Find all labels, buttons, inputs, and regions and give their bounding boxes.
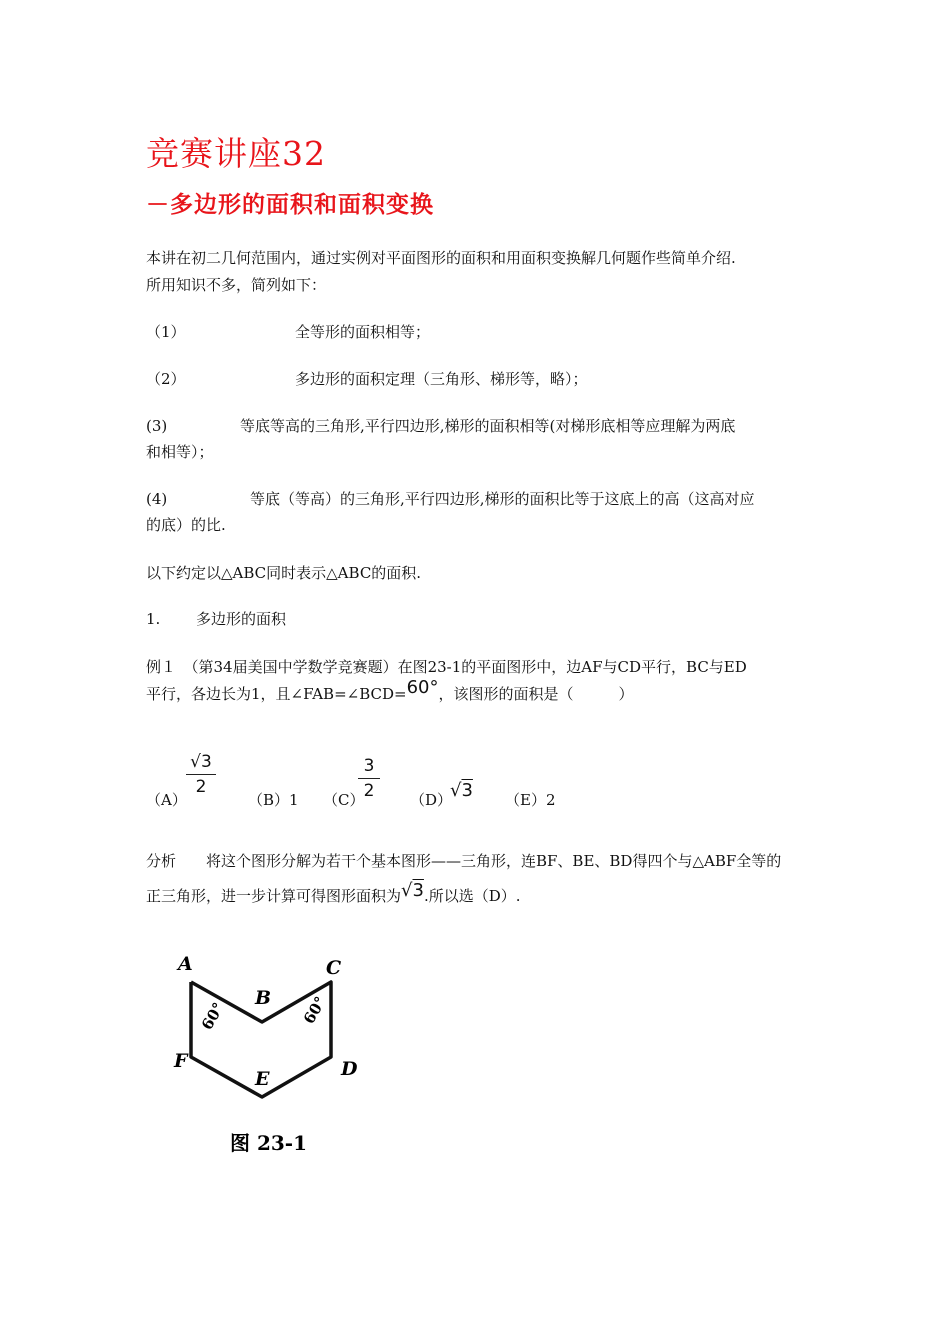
section-number: 1. — [146, 610, 161, 628]
option-c-label: （C） — [323, 791, 365, 809]
angle-label-right: 60° — [299, 993, 330, 1027]
option-d-label: （D） — [410, 791, 453, 809]
example-line-2-b: ，该图形的面积是（ ） — [438, 685, 634, 703]
option-d-sqrt: √3 — [450, 780, 473, 801]
analysis-radicand: 3 — [412, 880, 424, 901]
intro-line-2: 所用知识不多，简列如下： — [146, 276, 327, 294]
example-line-2 — [146, 677, 634, 706]
option-e: （E）2 — [505, 791, 556, 809]
fact-4-text: 等底（等高）的三角形,平行四边形,梯形的面积比等于这底上的高（这高对应 — [250, 490, 755, 508]
analysis-sqrt: √3 — [401, 880, 424, 901]
vertex-label-b: B — [255, 987, 272, 1009]
fact-3-cont: 和相等）； — [146, 443, 214, 461]
section-title: 多边形的面积 — [196, 610, 287, 628]
option-d-radicand: 3 — [461, 780, 473, 801]
vertex-label-d: D — [341, 1058, 358, 1080]
option-c-fraction — [358, 756, 380, 801]
fact-4-num: (4) — [146, 490, 168, 508]
fact-2-num: （2） — [146, 370, 186, 388]
figure-23-1 — [160, 945, 390, 1165]
analysis-line-2 — [146, 880, 521, 908]
fact-4-cont: 的底）的比. — [146, 516, 226, 534]
vertex-label-e: E — [255, 1068, 270, 1090]
angle-value: 60° — [406, 677, 439, 698]
intro-line-1: 本讲在初二几何范围内，通过实例对平面图形的面积和用面积变换解几何题作些简单介绍. — [146, 249, 736, 267]
analysis-line-1: 分析 将这个图形分解为若干个基本图形——三角形，连BF、BE、BD得四个与△ABF全等的 — [146, 852, 782, 870]
vertex-label-c: C — [326, 957, 342, 979]
option-c-denominator: 2 — [363, 781, 375, 801]
vertex-label-f: F — [174, 1050, 188, 1072]
option-a-denominator: 2 — [195, 777, 207, 797]
fact-2-text: 多边形的面积定理（三角形、梯形等，略）； — [295, 370, 588, 388]
figure-caption: 图 23-1 — [230, 1131, 308, 1155]
vertex-label-a: A — [178, 953, 193, 975]
fact-3-num: (3) — [146, 417, 168, 435]
option-a-label: （A） — [146, 791, 187, 809]
option-a-fraction — [186, 752, 216, 797]
page-subtitle: －多边形的面积和面积变换 — [146, 191, 434, 218]
fact-1-num: （1） — [146, 323, 186, 341]
fact-1-text: 全等形的面积相等； — [295, 323, 431, 341]
example-line-2-a: 平行，各边长为1，且∠FAB=∠BCD= — [146, 685, 407, 703]
fact-3-text: 等底等高的三角形,平行四边形,梯形的面积相等(对梯形底相等应理解为两底 — [240, 417, 736, 435]
angle-label-left: 60° — [197, 999, 228, 1033]
analysis-line-2-a: 正三角形，进一步计算可得图形面积为 — [146, 887, 402, 905]
convention-text: 以下约定以△ABC同时表示△ABC的面积. — [146, 564, 422, 582]
option-b: （B）1 — [248, 791, 299, 809]
analysis-line-2-b: .所以选（D）. — [423, 887, 521, 905]
option-a-numerator: √3 — [190, 752, 212, 772]
example-line-1: 例１ （第34届美国中学数学竞赛题）在图23-1的平面图形中，边AF与CD平行，BC与ED — [146, 658, 747, 676]
page-title: 竞赛讲座32 — [146, 134, 326, 173]
option-c-numerator: 3 — [363, 756, 375, 776]
